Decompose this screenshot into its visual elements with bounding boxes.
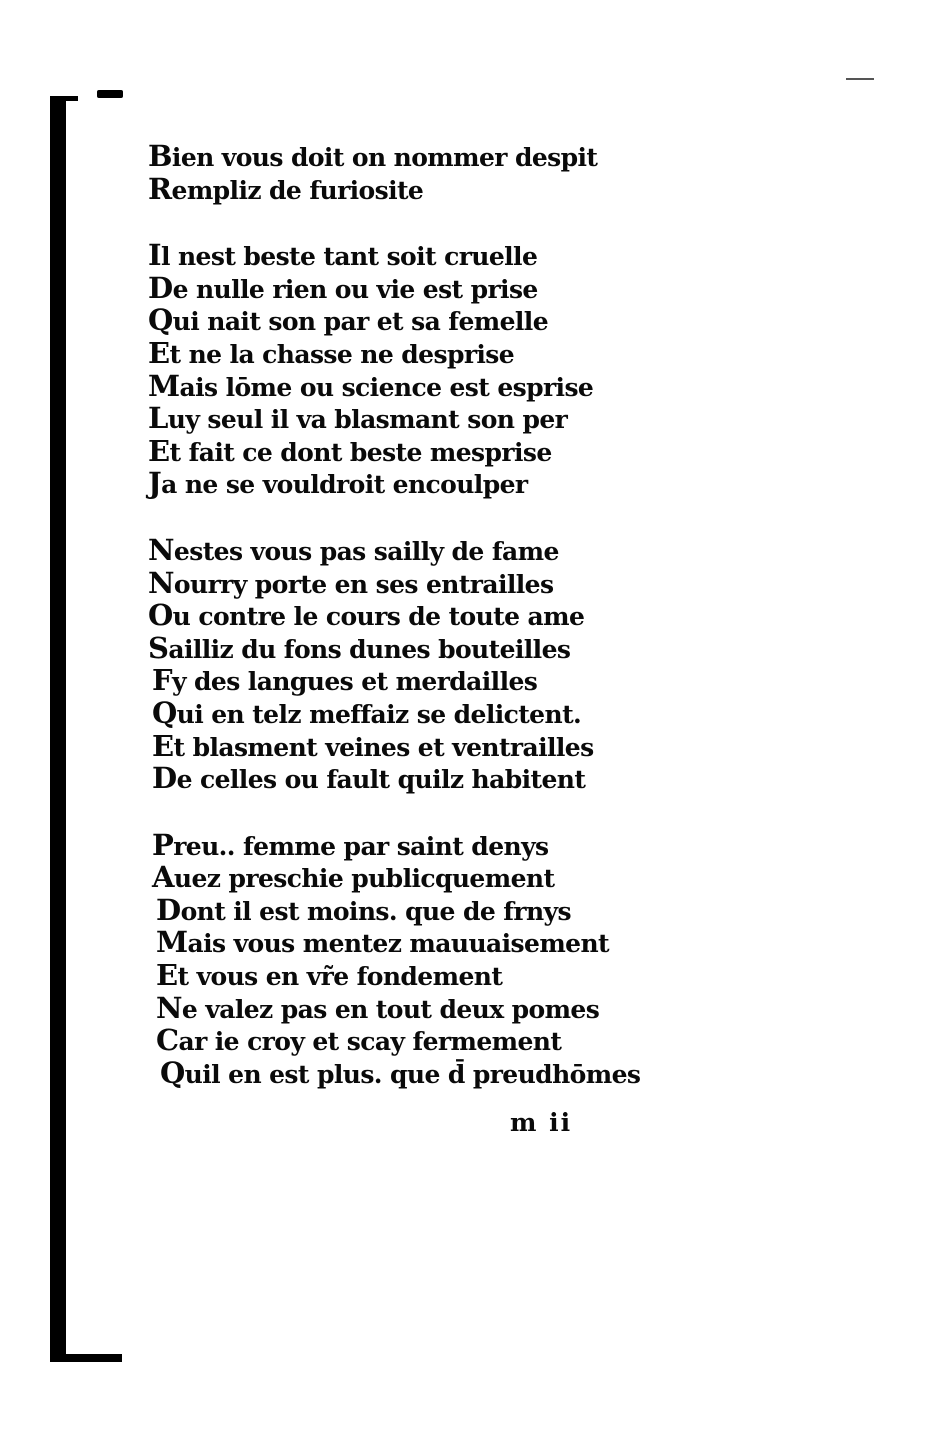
binding-mark [97,90,123,98]
verse-line: Sailliz du fons dunes bouteilles [148,630,571,665]
verse-line: Et blasment veines et ventrailles [152,728,594,763]
verse-line: Luy seul il va blasmant son per [148,401,568,436]
stanza [148,239,618,500]
verse-line: Et vous en vr̃e fondement [156,958,503,993]
binding-bracket-bottom [50,1354,122,1362]
verse-line: Il nest beste tant soit cruelle [148,238,538,273]
verse-line: Quil en est plus. que d̄ preudhōmes [160,1055,641,1090]
verse-line: Nestes vous pas sailly de fame [148,532,559,567]
verse-line: Car ie croy et scay fermement [156,1023,562,1058]
verse-line: De celles ou fault quilz habitent [152,761,586,796]
verse-line: Preu.. femme par saint denys [152,827,549,862]
binding-bracket [50,98,66,1360]
verse-line: Auez preschie publicquement [152,860,555,895]
poem-text [148,139,641,1123]
verse-line: Bien vous doit on nommer despit [148,139,598,173]
verse-line: Ou contre le cours de toute ame [148,598,585,633]
verse-line: Ja ne se vouldroit encoulper [148,466,528,501]
signature-mark: m ii [510,1108,573,1137]
verse-line: Nourry porte en ses entrailles [148,565,554,600]
verse-line: Qui nait son par et sa femelle [148,303,549,338]
verse-line: Qui en telz meffaiz se delictent. [152,695,582,730]
stanza [148,827,641,1090]
verse-line: Rempliz de furiosite [148,171,424,206]
stanza [148,140,618,205]
verse-line: Mais vous mentez mauuaisement [156,925,609,960]
verse-line: Dont il est moins. que de frnys [156,892,571,927]
verse-line: Fy des langues et merdailles [152,663,538,698]
stanza [148,534,618,795]
verse-line: Ne valez pas en tout deux pomes [156,990,600,1025]
verse-line: De nulle rien ou vie est prise [148,270,538,305]
page-edge-mark [846,78,874,80]
verse-line: Et fait ce dont beste mesprise [148,433,552,468]
verse-line: Et ne la chasse ne desprise [148,335,515,370]
verse-line: Mais lōme ou science est esprise [148,368,594,403]
